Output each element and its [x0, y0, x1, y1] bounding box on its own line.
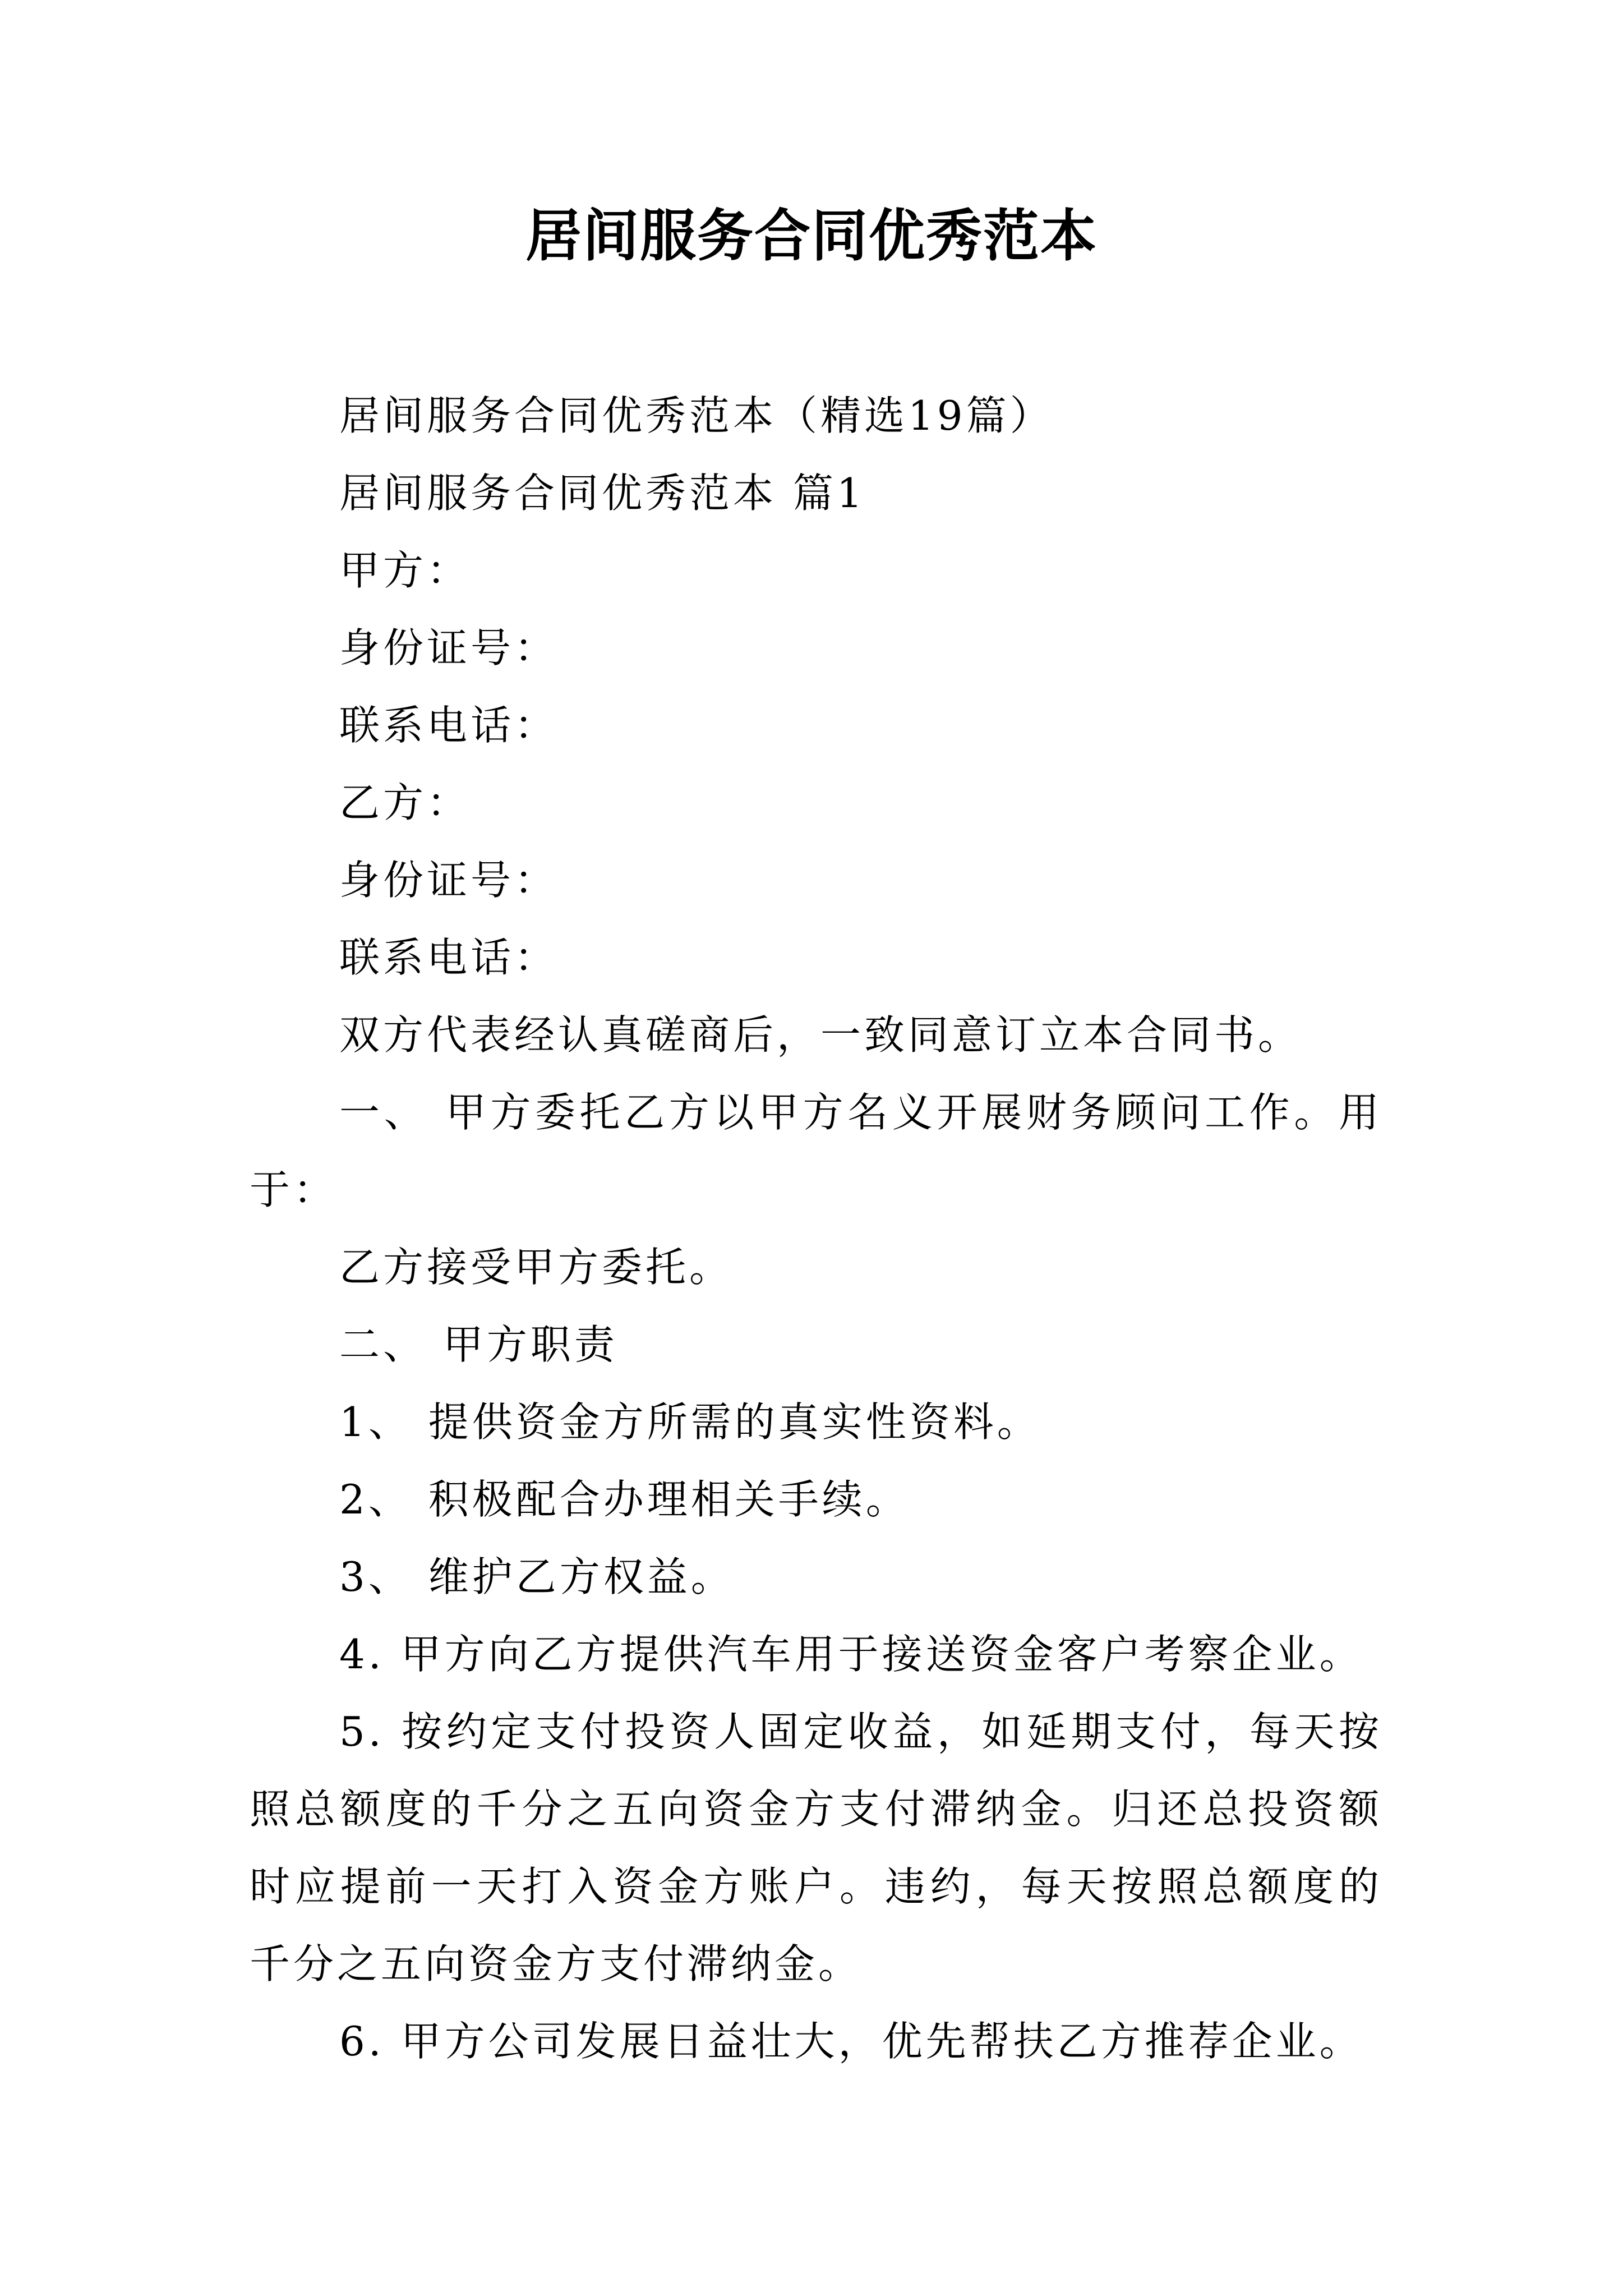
- document-body: [250, 377, 1382, 2080]
- paragraph-party-a: 甲方：: [339, 547, 471, 594]
- paragraph-item-1: 1、 提供资金方所需的真实性资料。: [339, 1398, 1041, 1446]
- paragraph-party-b-phone: 联系电话：: [339, 934, 559, 981]
- paragraph-item-5: 5. 按约定支付投资人固定收益，如延期支付，每天按照总额度的千分之五向资金方支付滞纳金。归还总投资额时应提前一天打入资金方账户。违约，每天按照总额度的千分之五向资金方支付滞纳金。: [250, 1708, 1382, 1987]
- paragraph-party-a-id: 身份证号：: [339, 624, 559, 671]
- paragraph-acceptance: 乙方接受甲方委托。: [339, 1244, 734, 1291]
- paragraph-party-a-phone: 联系电话：: [339, 702, 559, 749]
- paragraph-clause-1: 一、 甲方委托乙方以甲方名义开展财务顾问工作。用于：: [250, 1089, 1382, 1213]
- paragraph-subtitle: 居间服务合同优秀范本（精选19篇）: [339, 392, 1054, 439]
- paragraph-party-b-id: 身份证号：: [339, 857, 559, 904]
- paragraph-agreement: 双方代表经认真磋商后，一致同意订立本合同书。: [339, 1011, 1302, 1059]
- paragraph-item-2: 2、 积极配合办理相关手续。: [339, 1476, 910, 1523]
- paragraph-section-heading: 居间服务合同优秀范本 篇1: [339, 470, 866, 517]
- paragraph-party-b: 乙方：: [339, 779, 471, 826]
- paragraph-item-4: 4. 甲方向乙方提供汽车用于接送资金客户考察企业。: [339, 1631, 1363, 1678]
- document-title: 居间服务合同优秀范本: [525, 203, 1098, 269]
- paragraph-clause-2: 二、 甲方职责: [339, 1321, 618, 1368]
- paragraph-item-6: 6. 甲方公司发展日益壮大，优先帮扶乙方推荐企业。: [339, 2018, 1363, 2065]
- paragraph-item-3: 3、 维护乙方权益。: [339, 1553, 735, 1600]
